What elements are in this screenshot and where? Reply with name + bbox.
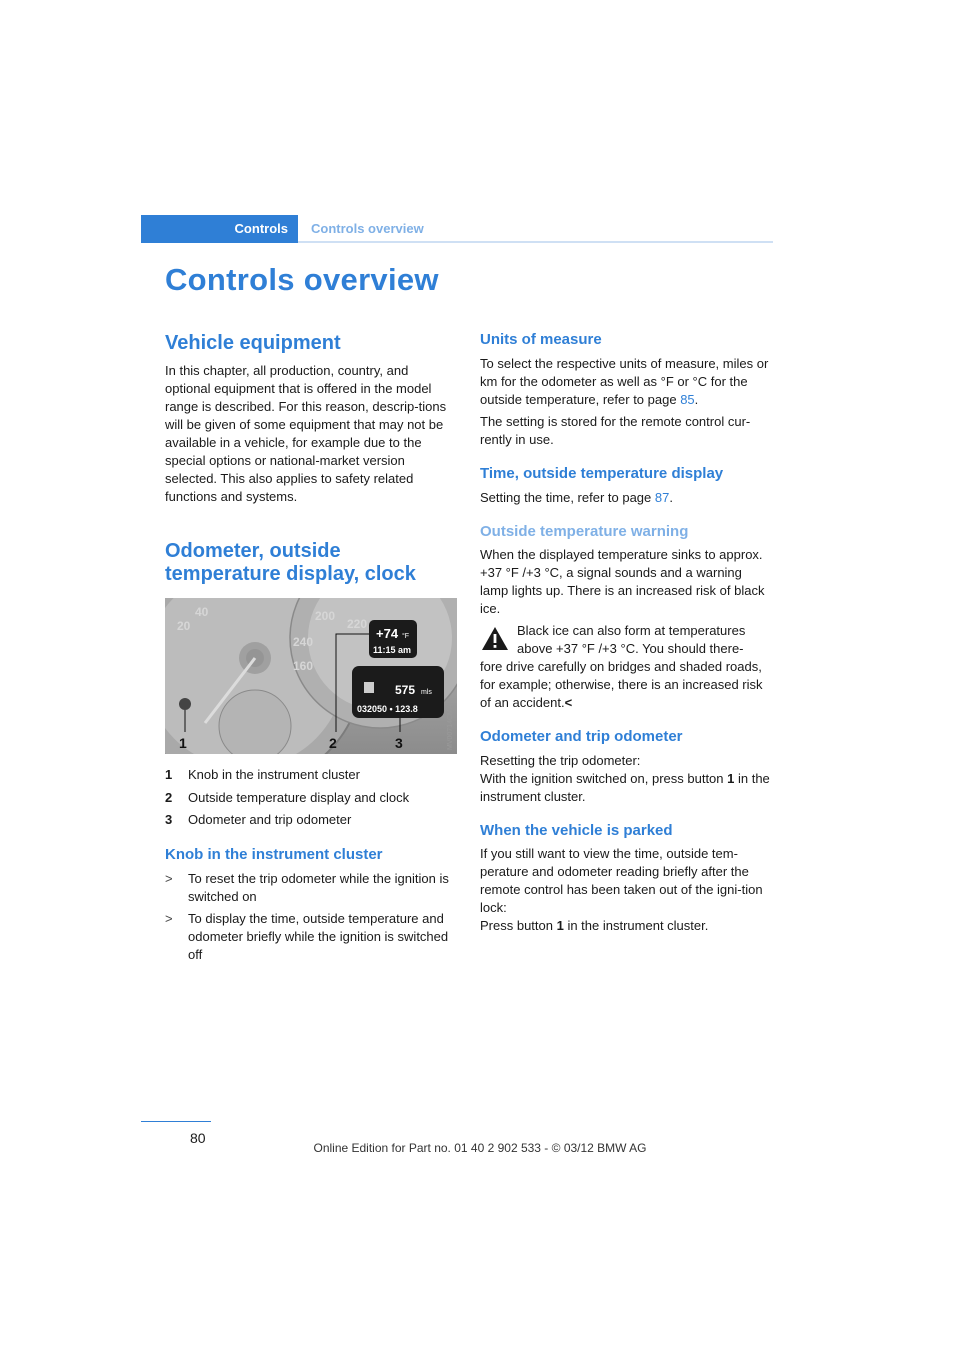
display-range-unit: mls <box>421 689 432 696</box>
bullet-marker: > <box>165 911 173 926</box>
svg-text:200: 200 <box>315 609 336 623</box>
units-heading: Units of measure <box>480 331 602 348</box>
svg-text:240: 240 <box>293 635 314 649</box>
warning-rest-text: fore drive carefully on bridges and shaded roads, for example; otherwise, there is an increased risk of an accident. <box>480 659 763 710</box>
trip-text-end: in the instrument cluster. <box>480 771 770 804</box>
display-range: 575 <box>395 683 416 697</box>
page-link-85[interactable]: 85 <box>680 392 695 407</box>
svg-text:40: 40 <box>195 605 209 619</box>
header-section-label: Controls <box>234 221 288 236</box>
display-temp-unit: °F <box>402 633 410 640</box>
time-display-paragraph <box>480 489 773 507</box>
temp-warning-heading: Outside temperature warning <box>480 523 689 540</box>
display-time: 11:15 am <box>373 645 412 655</box>
parked-line-2 <box>480 917 773 935</box>
svg-text:220: 220 <box>347 617 368 631</box>
odometer-heading <box>165 540 416 586</box>
svg-text:20: 20 <box>177 619 191 633</box>
rpm-gauge <box>219 690 291 754</box>
trip-line-2 <box>480 770 773 806</box>
trip-line-1: Resetting the trip odometer: <box>480 753 641 768</box>
callout-1: 1 <box>179 735 187 751</box>
fuel-pump-icon <box>364 682 374 693</box>
odometer-heading-line1: Odometer, outside <box>165 540 341 562</box>
parked-text: Press button <box>480 918 557 933</box>
warning-line-2: above +37 °F /+3 °C. You should there- <box>517 641 744 656</box>
footer-rule <box>141 1121 211 1122</box>
legend-number: 2 <box>165 790 173 805</box>
warning-body-rest <box>480 658 773 712</box>
legend-number: 3 <box>165 812 173 827</box>
display-temp: +74 <box>376 626 399 641</box>
units-text-end: . <box>694 392 699 407</box>
warning-line-1: Black ice can also form at temperatures <box>517 623 746 638</box>
legend-item <box>165 812 351 827</box>
trip-text: With the ignition switched on, press button <box>480 771 728 786</box>
units-text: To select the respective units of measure, miles or km for the odometer as well as °F or °C for the outside temperature, refer to page <box>480 356 769 407</box>
legend-item <box>165 790 409 805</box>
callout-3: 3 <box>395 735 403 751</box>
online-edition-note: Online Edition for Part no. 01 40 2 902 533 - © 03/12 BMW AG <box>313 1141 647 1155</box>
callout-2: 2 <box>329 735 337 751</box>
vehicle-equipment-heading: Vehicle equipment <box>165 332 341 354</box>
time-display-end: . <box>669 490 673 505</box>
units-paragraph <box>480 355 773 409</box>
bullet-marker: > <box>165 871 173 886</box>
page-title: Controls overview <box>165 262 439 297</box>
time-display-heading: Time, outside temperature display <box>480 465 724 482</box>
header-section-tab <box>141 215 298 243</box>
bullet-text: To reset the trip odometer while the ignition is switched on <box>188 871 449 904</box>
parked-text-end: in the instrument cluster. <box>563 918 709 933</box>
page-number: 80 <box>190 1130 206 1146</box>
parked-button-number: 1 <box>556 918 564 933</box>
figure-code: MV00714CMA <box>447 704 454 750</box>
parked-heading: When the vehicle is parked <box>480 822 673 839</box>
page-link-87[interactable]: 87 <box>654 490 670 505</box>
header-rule <box>298 241 773 243</box>
instrument-cluster-figure <box>165 598 457 754</box>
end-mark: < <box>564 695 573 710</box>
legend-text: Odometer and trip odometer <box>188 812 352 827</box>
legend-number: 1 <box>165 767 173 782</box>
header-subsection-label: Controls overview <box>311 221 424 236</box>
temp-warning-body: When the displayed temperature sinks to approx. +37 °F /+3 °C, a signal sounds and a warning lamp lights up. There is an increased risk of black ice. <box>480 547 765 616</box>
trip-button-number: 1 <box>727 771 735 786</box>
vehicle-equipment-body: In this chapter, all production, country, and optional equipment that is offered in the model range is described. For this reason, descrip-tions will be given of some equipment that may not be available in a vehicle, for example due to the special options or national-market version selected. This also applies to safety related functions and systems. <box>165 363 447 504</box>
cluster-knob <box>179 698 191 710</box>
legend-text: Outside temperature display and clock <box>188 790 410 805</box>
odometer-heading-line2: temperature display, clock <box>165 563 416 585</box>
legend-text: Knob in the instrument cluster <box>188 767 360 782</box>
warning-triangle-icon <box>480 625 510 652</box>
bullet-text: To display the time, outside temperature and odometer briefly while the ignition is switched off <box>188 911 449 962</box>
legend-item <box>165 767 360 782</box>
trip-heading: Odometer and trip odometer <box>480 728 683 745</box>
knob-heading: Knob in the instrument cluster <box>165 846 383 863</box>
units-paragraph-2: The setting is stored for the remote control cur-rently in use. <box>480 414 751 447</box>
display-odometer: 032050 • 123.8 <box>357 704 418 714</box>
time-display-text: Setting the time, refer to page <box>480 490 655 505</box>
svg-text:160: 160 <box>293 659 314 673</box>
parked-body: If you still want to view the time, outside tem-perature and odometer reading briefly after the remote control has been taken out of the igni-tion lock: <box>480 846 763 915</box>
